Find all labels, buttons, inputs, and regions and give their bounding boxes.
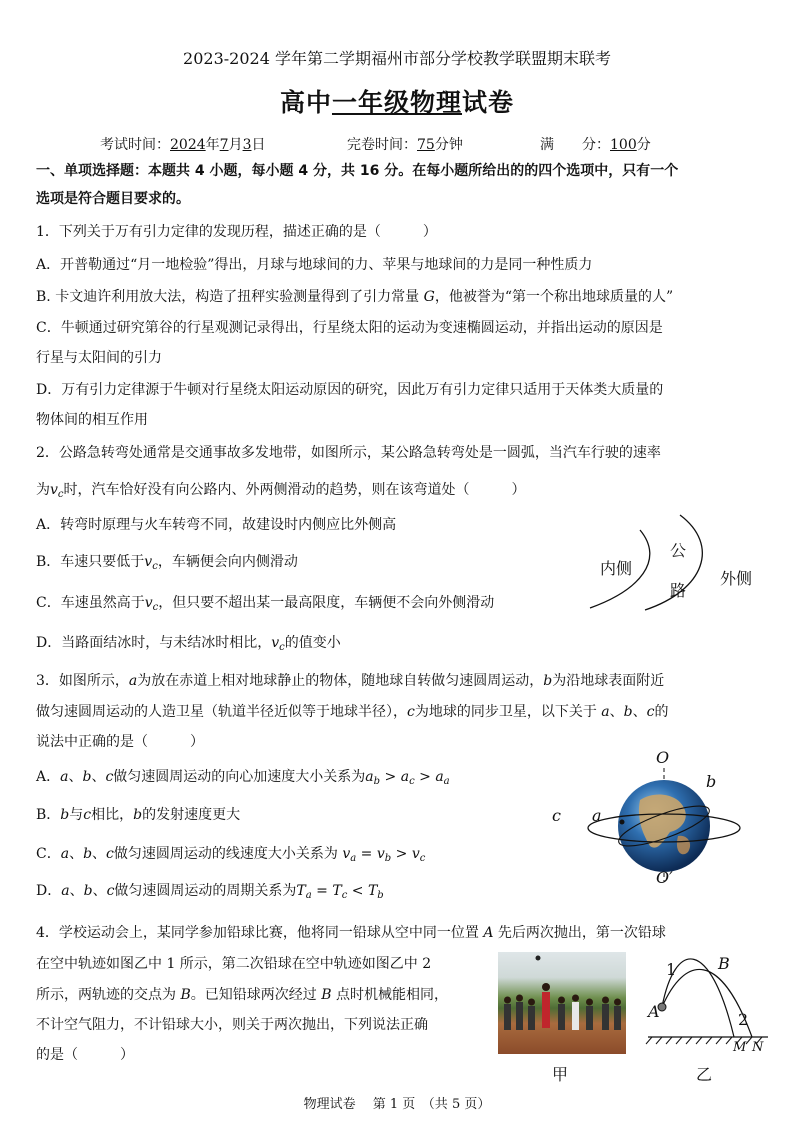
q3-option-c: C．a、b、c做匀速圆周运动的线速度大小关系为 $v_a = v_b > v_c$ <box>36 846 426 864</box>
exam-info-score: 满 分：100分 <box>540 137 651 153</box>
fig-label-axis-bottom: O′ <box>656 868 673 887</box>
fig-label-b: b <box>706 772 717 791</box>
q4-stem-line5: 的是（ ） <box>36 1047 134 1063</box>
shot-ball <box>536 956 541 961</box>
q4-stem-line3: 所示，两轨迹的交点为 B。已知铅球两次经过 B 点时机械能相同， <box>36 987 448 1003</box>
section-heading-line2: 选项是符合题目要求的。 <box>36 191 190 207</box>
fig-label-road-2: 路 <box>670 581 687 600</box>
q2-stem-line1: 2．公路急转弯处通常是交通事故多发地带，如图所示，某公路急转弯处是一圆弧，当汽车行驶的速率 <box>36 445 661 461</box>
shot-trajectory-figure <box>640 945 770 1055</box>
q1-option-d-line1: D．万有引力定律源于牛顿对行星绕太阳运动原因的研究，因此万有引力定律只适用于天体类大质量的 <box>36 382 664 398</box>
fig-label-a: a <box>592 806 602 825</box>
page-footer: 物理试卷 第 1 页 （共 5 页） <box>303 1097 491 1112</box>
q1-option-c-line1: C．牛顿通过研究第谷的行星观测记录得出，行星绕太阳的运动为变速椭圆运动，并指出运动的原因是 <box>36 320 663 336</box>
q3-stem-line1: 3．如图所示，a为放在赤道上相对地球静止的物体，随地球自转做匀速圆周运动，b为沿地球表面附近 <box>36 673 665 689</box>
q3-stem-line3: 说法中正确的是（ ） <box>36 734 204 750</box>
fig-label-yi: 乙 <box>696 1065 713 1084</box>
fig-label-trajectory-1: 1 <box>666 960 677 979</box>
exam-title-line2: 高中一年级物理试卷 <box>279 88 515 117</box>
exam-info-time: 考试时间：2024年7月3日 <box>100 137 266 153</box>
fig-label-axis-top: O <box>656 748 670 767</box>
q3-stem-line2: 做匀速圆周运动的人造卫星（轨道半径近似等于地球半径），c为地球的同步卫星，以下关于 a、b、c的 <box>36 704 669 720</box>
fig-label-point-b: B <box>718 954 730 973</box>
fig-label-point-a: A <box>648 1002 660 1021</box>
q2-option-c: C．车速虽然高于$v_c$，但只要不超出某一最高限度，车辆便不会向外侧滑动 <box>36 595 495 613</box>
q1-option-d-line2: 物体间的相互作用 <box>36 412 148 428</box>
q2-option-b: B．车速只要低于$v_c$，车辆便会向内侧滑动 <box>36 554 298 572</box>
q4-stem-line1: 4．学校运动会上，某同学参加铅球比赛，他将同一铅球从空中同一位置 A 先后两次抛出，第一次铅球 <box>36 925 666 941</box>
shot-put-photo <box>498 952 626 1054</box>
exam-info-duration: 完卷时间：75分钟 <box>347 137 463 153</box>
q4-stem-line4: 不计空气阻力，不计铅球大小，则关于两次抛出，下列说法正确 <box>36 1017 428 1033</box>
q2-stem-line2: 为$v_c$时，汽车恰好没有向公路内、外两侧滑动的趋势，则在该弯道处（ ） <box>36 482 526 500</box>
fig-label-outer-side: 外侧 <box>720 569 753 588</box>
q1-option-a: A．开普勒通过“月一地检验”得出，月球与地球间的力、苹果与地球间的力是同一种性质力 <box>36 257 593 273</box>
q2-option-d: D．当路面结冰时，与未结冰时相比，$v_c$的值变小 <box>36 635 341 653</box>
fig-label-road-1: 公 <box>670 541 687 560</box>
q3-option-b: B．b与c相比，b的发射速度更大 <box>36 807 241 823</box>
q4-stem-line2: 在空中轨迹如图乙中 1 所示，第二次铅球在空中轨迹如图乙中 2 <box>36 956 432 972</box>
q3-option-a: A．a、b、c做匀速圆周运动的向心加速度大小关系为$a_b > a_c > a_a$ <box>36 769 450 787</box>
fig-label-jia: 甲 <box>552 1065 569 1084</box>
fig-label-inner-side: 内侧 <box>600 559 633 578</box>
q2-option-a: A．转弯时原理与火车转弯不同，故建设时内侧应比外侧高 <box>36 517 397 533</box>
photo-figures <box>498 952 626 1054</box>
q1-option-c-line2: 行星与太阳间的引力 <box>36 350 162 366</box>
section-heading-line1: 一、单项选择题：本题共 4 小题，每小题 4 分，共 16 分。在每小题所给出的的四个选项中，只有一个 <box>36 163 679 179</box>
q3-option-d: D．a、b、c做匀速圆周运动的周期关系为$T_a = T_c < T_b$ <box>36 883 384 901</box>
fig-label-point-n: N <box>752 1040 764 1055</box>
q1-stem: 1．下列关于万有引力定律的发现历程，描述正确的是（ ） <box>36 224 437 240</box>
exam-title-line1: 2023-2024 学年第二学期福州市部分学校教学联盟期末联考 <box>183 49 611 68</box>
fig-label-trajectory-2: 2 <box>738 1010 749 1029</box>
fig-label-point-m: M <box>733 1040 747 1055</box>
object-a-dot <box>620 820 625 825</box>
fig-label-c: c <box>552 806 561 825</box>
q1-option-b: B. 卡文迪许利用放大法，构造了扭秤实验测量得到了引力常量 G，他被誉为“第一个称出地球质量的人” <box>36 289 674 305</box>
